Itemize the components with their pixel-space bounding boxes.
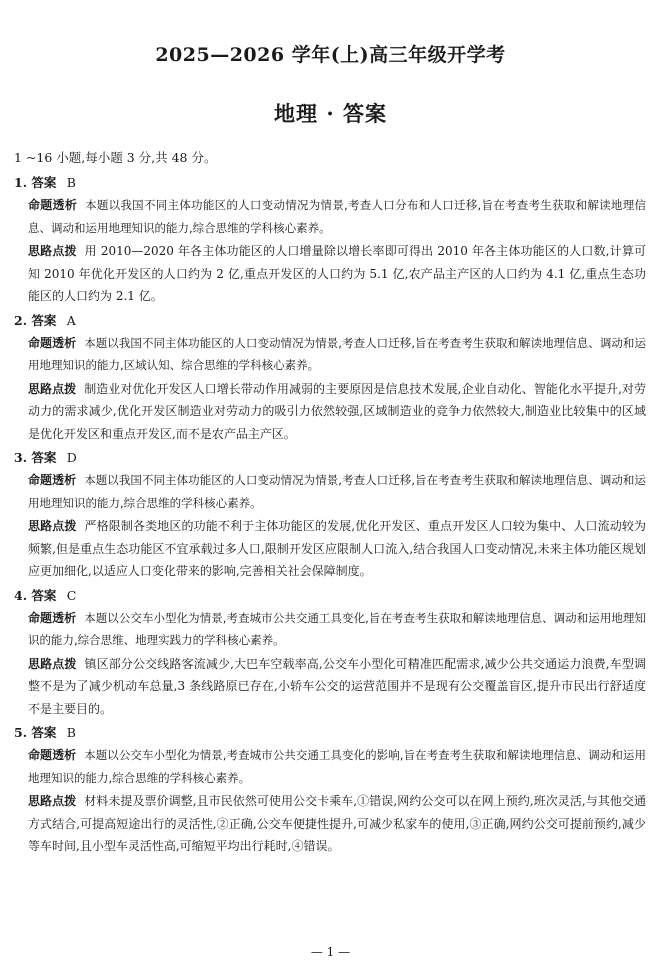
hint-text: 严格限制各类地区的功能不利于主体功能区的发展,优化开发区、重点开发区人口较为集中、人口流动较为频繁,但是重点生态功能区不宜承载过多人口,限制开发区应限制人口流入,结合我国人口变动情况,未来主体功能区规划应更加细化,以适应人口变化带来的影响,完善相关社会保障制度。 (28, 519, 646, 578)
hint-label: 思路点拨 (28, 519, 77, 533)
analysis-paragraph (28, 607, 646, 652)
question-item (14, 310, 646, 446)
answer-body (14, 148, 646, 860)
hint-label: 思路点拨 (28, 794, 77, 808)
hint-paragraph (28, 653, 646, 721)
question-item (14, 722, 646, 858)
answer-label: 答案 (31, 587, 57, 603)
answer-value: B (66, 175, 76, 190)
question-number: 2. (14, 312, 28, 328)
question-item (14, 447, 646, 583)
analysis-label: 命题透析 (28, 473, 77, 487)
answer-value: B (66, 725, 76, 740)
analysis-text: 本题以我国不同主体功能区的人口变动情况为情景,考查人口迁移,旨在考查考生获取和解读地理信息、调动和运用地理知识的能力,综合思维的学科核心素养。 (28, 473, 646, 510)
question-number: 4. (14, 587, 28, 603)
answer-value: A (66, 312, 76, 328)
analysis-paragraph (28, 469, 646, 514)
answer-value: C (66, 587, 77, 603)
question-number: 3. (14, 450, 28, 465)
answer-label: 答案 (31, 175, 57, 190)
answer-label: 答案 (31, 450, 57, 465)
question-item (14, 172, 646, 308)
analysis-label: 命题透析 (28, 748, 77, 762)
exam-title: 2025—2026 学年(上)高三年级开学考 (155, 44, 506, 66)
question-header (14, 310, 646, 332)
hint-label: 思路点拨 (28, 381, 77, 396)
hint-paragraph (28, 378, 646, 446)
question-header (14, 585, 646, 607)
question-header (14, 447, 646, 469)
hint-label: 思路点拨 (28, 656, 77, 671)
hint-text: 材料未提及票价调整,且市民依然可使用公交卡乘车,①错误,网约公交可以在网上预约,班次灵活,与其他交通方式结合,可提高短途出行的灵活性,②正确,公交车便捷性提升,可减少私家车的使用,③正确,网约公交可提前预约,减少等车时间,且小型车灵活性高,可缩短平均出行耗时,④错误。 (28, 794, 646, 853)
hint-paragraph (28, 240, 646, 308)
analysis-label: 命题透析 (28, 335, 77, 350)
analysis-text: 本题以我国不同主体功能区的人口变动情况为情景,考查人口迁移,旨在考查考生获取和解读地理信息、调动和运用地理知识的能力,区域认知、综合思维的学科核心素养。 (28, 335, 646, 372)
hint-text: 镇区部分公交线路客流减少,大巴车空载率高,公交车小型化可精准匹配需求,减少公共交通运力浪费,车型调整不是为了减少机动车总量,3 条线路原已存在,小轿车公交的运营范围并不是现有公交覆盖盲区,提升市民出行舒适度不是主要目的。 (28, 656, 646, 716)
analysis-paragraph (28, 332, 646, 377)
analysis-text: 本题以公交车小型化为情景,考查城市公共交通工具变化的影响,旨在考查考生获取和解读地理信息、调动和运用地理知识的能力,综合思维的学科核心素养。 (28, 748, 646, 785)
hint-text: 用 2010—2020 年各主体功能区的人口增量除以增长率即可得出 2010 年各主体功能区的人口数,计算可知 2010 年优化开发区的人口约为 2 亿,重点开发区的人口约为 5.1 亿,农产品主产区的人口约为 4.1 亿,重点生态功能区的人口约为 2.1 亿。 (28, 244, 646, 303)
answer-value: D (66, 450, 77, 465)
subject-title: 地理 · 答案 (274, 101, 387, 126)
analysis-label: 命题透析 (28, 198, 78, 212)
hint-paragraph (28, 790, 646, 858)
question-header (14, 172, 646, 194)
question-number: 5. (14, 725, 28, 740)
question-header (14, 722, 646, 744)
question-number: 1. (14, 175, 28, 190)
scoring-note: 1 ~16 小题,每小题 3 分,共 48 分。 (14, 150, 217, 165)
question-item (14, 585, 646, 721)
hint-text: 制造业对优化开发区人口增长带动作用减弱的主要原因是信息技术发展,企业自动化、智能化水平提升,对劳动力的需求减少,优化开发区制造业对劳动力的吸引力依然较强,区域制造业的竞争力依然较大,制造业比较集中的区域是优化开发区和重点开发区,而不是农产品主产区。 (28, 381, 646, 441)
answer-label: 答案 (31, 725, 57, 740)
analysis-paragraph (28, 744, 646, 789)
hint-label: 思路点拨 (28, 244, 77, 258)
analysis-paragraph (28, 194, 646, 239)
page-number: — 1 — (310, 945, 351, 959)
answer-label: 答案 (31, 312, 57, 328)
hint-paragraph (28, 515, 646, 583)
question-list (14, 172, 646, 858)
analysis-text: 本题以公交车小型化为情景,考查城市公共交通工具变化,旨在考查考生获取和解读地理信息、调动和运用地理知识的能力,综合思维、地理实践力的学科核心素养。 (28, 610, 646, 647)
analysis-text: 本题以我国不同主体功能区的人口变动情况为情景,考查人口分布和人口迁移,旨在考查考生获取和解读地理信息、调动和运用地理知识的能力,综合思维的学科核心素养。 (28, 198, 646, 235)
analysis-label: 命题透析 (28, 610, 77, 625)
